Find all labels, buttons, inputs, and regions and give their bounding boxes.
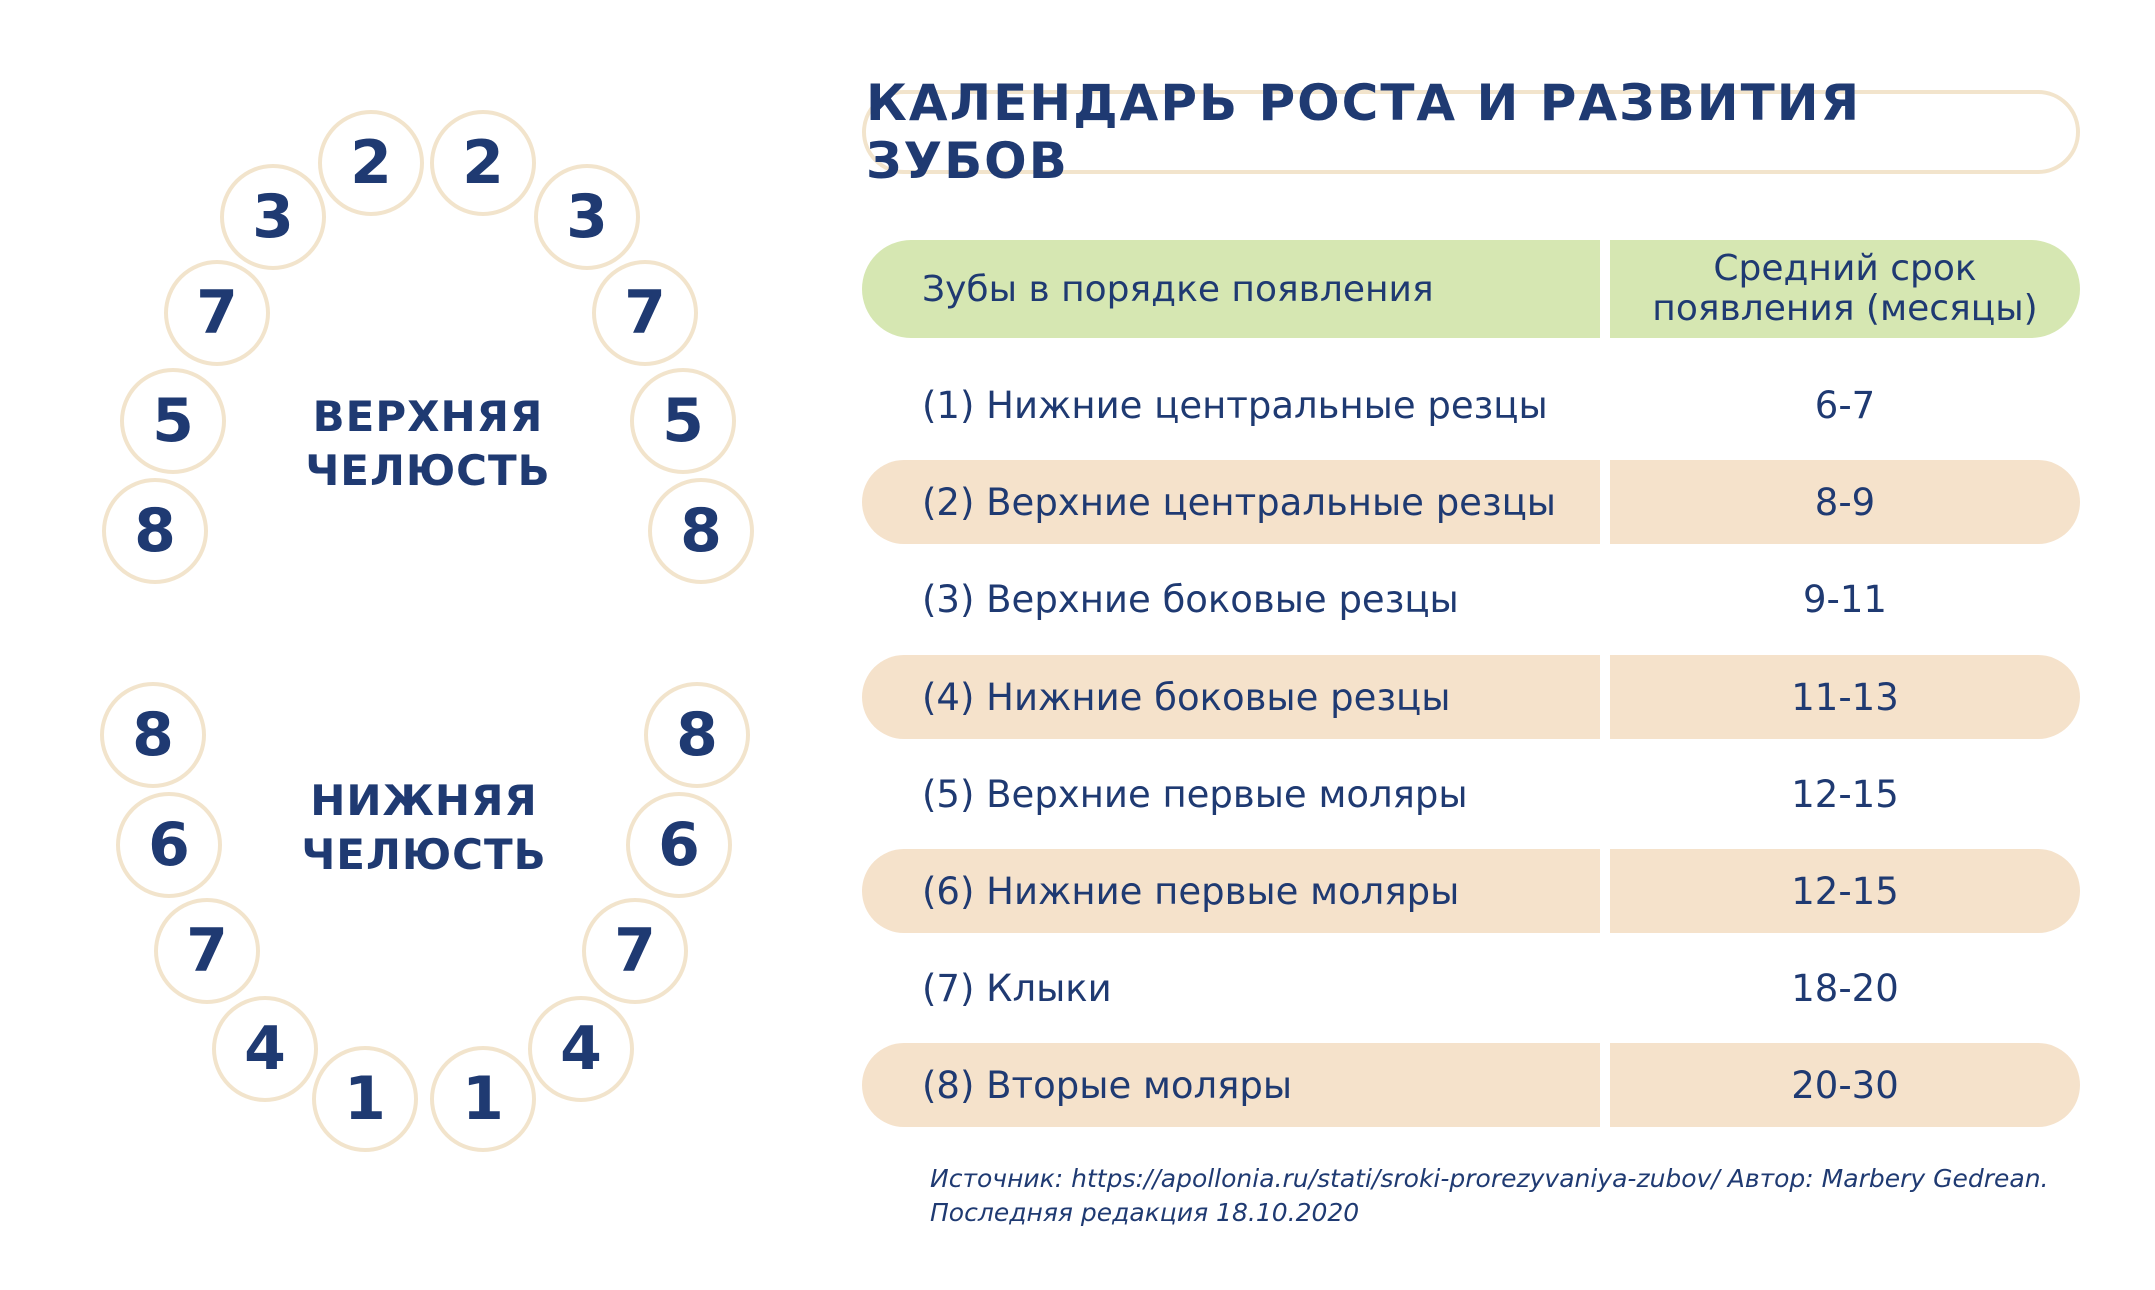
- period-cell: 12-15: [1791, 772, 1899, 816]
- table-header-teeth: Зубы в порядке появления: [862, 240, 1600, 338]
- upper-tooth: 5: [630, 368, 736, 474]
- lower-tooth: 4: [528, 996, 634, 1102]
- tooth-name-cell: (5) Верхние первые моляры: [922, 772, 1468, 816]
- upper-tooth: 8: [648, 478, 754, 584]
- upper-tooth: 3: [534, 164, 640, 270]
- period-cell: 18-20: [1791, 966, 1899, 1010]
- table-row: [0, 460, 2155, 544]
- upper-tooth: 3: [220, 164, 326, 270]
- tooth-name-cell: (3) Верхние боковые резцы: [922, 577, 1459, 621]
- period-cell: 11-13: [1610, 655, 2080, 739]
- tooth-name-cell: (8) Вторые моляры: [862, 1043, 1600, 1127]
- lower-tooth: 8: [100, 682, 206, 788]
- page-title: КАЛЕНДАРЬ РОСТА И РАЗВИТИЯ ЗУБОВ: [862, 90, 2080, 174]
- tooth-name-cell: (6) Нижние первые моляры: [862, 849, 1600, 933]
- table-row: [0, 1043, 2155, 1127]
- period-cell: 9-11: [1803, 577, 1887, 621]
- period-cell: 8-9: [1610, 460, 2080, 544]
- table-row: [0, 752, 2155, 836]
- lower-tooth: 6: [116, 792, 222, 898]
- source-note: [930, 1162, 2110, 1230]
- tooth-name-cell: (7) Клыки: [922, 966, 1112, 1010]
- source-line: Источник: https://apollonia.ru/stati/sroki-prorezyvaniya-zubov/ Автор: Marbery Gedrean.: [930, 1164, 2049, 1193]
- upper-tooth: 7: [164, 260, 270, 366]
- upper-tooth: 7: [592, 260, 698, 366]
- table-row: [0, 946, 2155, 1030]
- table-row: [0, 557, 2155, 641]
- lower-tooth: 1: [312, 1046, 418, 1152]
- tooth-name-cell: (1) Нижние центральные резцы: [922, 383, 1548, 427]
- upper-tooth: 2: [318, 110, 424, 216]
- lower-tooth: 7: [582, 898, 688, 1004]
- lower-jaw-label: НИЖНЯЯ ЧЕЛЮСТЬ: [301, 776, 547, 879]
- table-row: [0, 655, 2155, 739]
- table-header-period: Средний срок появления (месяцы): [1610, 240, 2080, 338]
- tooth-name-cell: (4) Нижние боковые резцы: [862, 655, 1600, 739]
- upper-jaw-label: ВЕРХНЯЯ ЧЕЛЮСТЬ: [305, 392, 551, 495]
- table-row: [0, 849, 2155, 933]
- lower-tooth: 4: [212, 996, 318, 1102]
- upper-tooth: 5: [120, 368, 226, 474]
- lower-tooth: 1: [430, 1046, 536, 1152]
- tooth-name-cell: (2) Верхние центральные резцы: [862, 460, 1600, 544]
- upper-tooth: 2: [430, 110, 536, 216]
- lower-tooth: 7: [154, 898, 260, 1004]
- edit-date-line: Последняя редакция 18.10.2020: [930, 1198, 1360, 1227]
- lower-tooth: 6: [626, 792, 732, 898]
- table-row: [0, 363, 2155, 447]
- lower-tooth: 8: [644, 682, 750, 788]
- period-cell: 20-30: [1610, 1043, 2080, 1127]
- upper-tooth: 8: [102, 478, 208, 584]
- period-cell: 6-7: [1814, 383, 1876, 427]
- period-cell: 12-15: [1610, 849, 2080, 933]
